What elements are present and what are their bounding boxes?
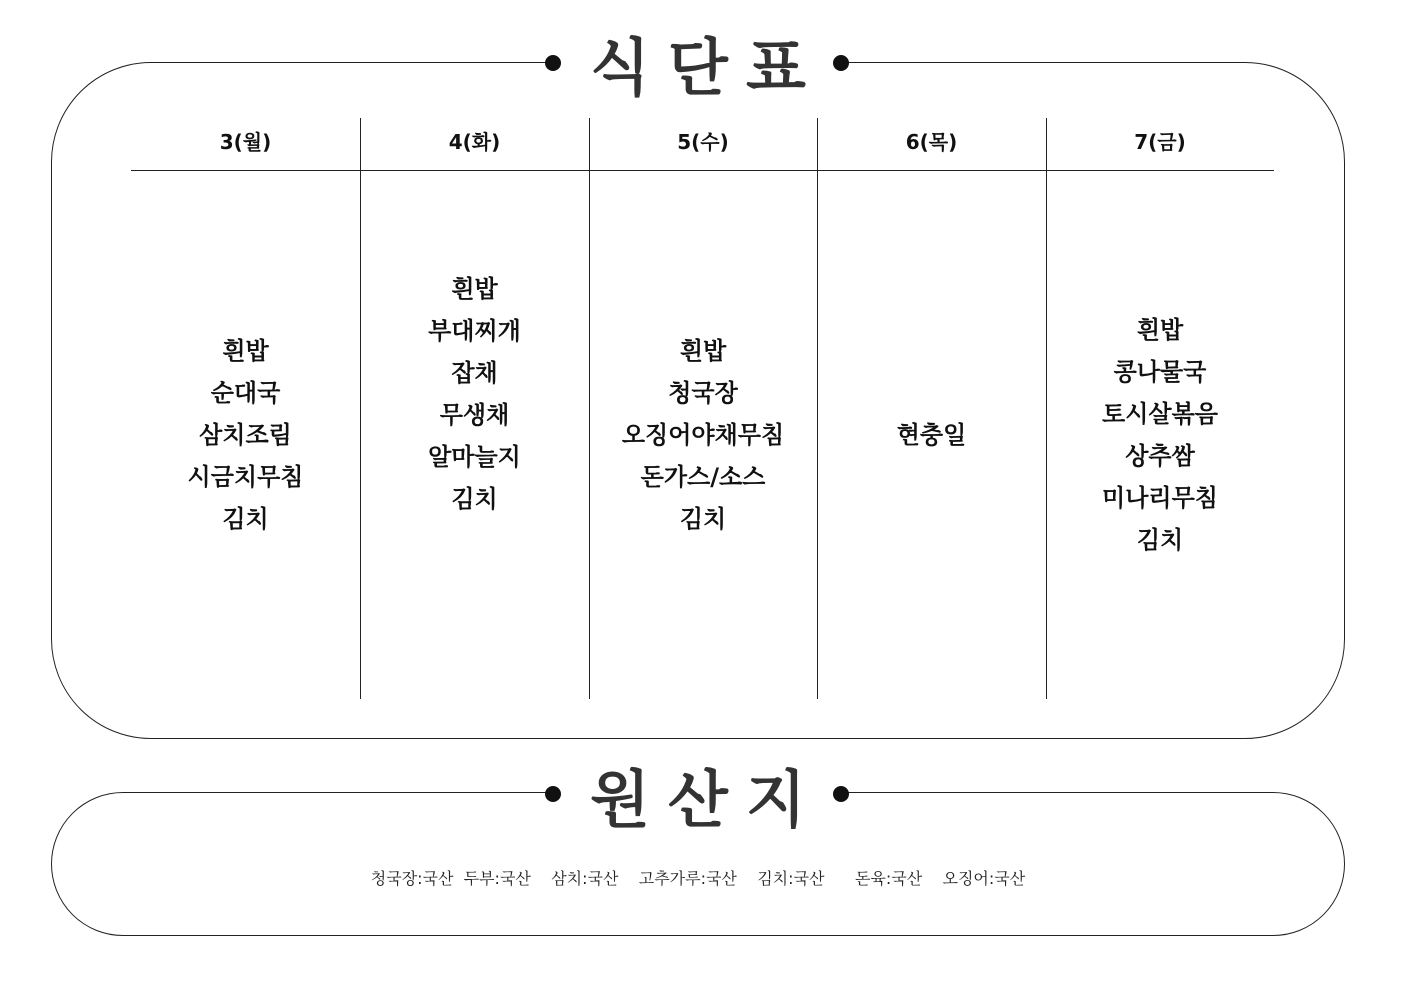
dish-item: 돈가스/소스 — [640, 463, 766, 491]
menu-title-right-dot — [833, 55, 849, 71]
holiday-label: 현충일 — [896, 421, 967, 449]
dish-item: 김치 — [222, 505, 269, 533]
dish-item: 시금치무침 — [187, 463, 304, 491]
day-menu-tue — [360, 130, 589, 658]
dish-item: 순대국 — [210, 379, 281, 407]
dish-item: 흰밥 — [451, 275, 498, 303]
day-menu-thu — [817, 171, 1046, 699]
dish-item: 김치 — [1136, 526, 1184, 554]
dish-item: 삼치조림 — [199, 421, 292, 449]
origin-title-right-dot — [833, 786, 849, 802]
day-menu-wed — [589, 171, 817, 699]
dish-item: 김치 — [679, 505, 727, 533]
day-header-mon: 3(월) — [219, 129, 272, 154]
dish-item: 알마늘지 — [428, 443, 521, 471]
origin-title-left-dot — [545, 786, 561, 802]
menu-title: 식단표 — [590, 30, 824, 104]
dish-item: 흰밥 — [222, 337, 269, 365]
dish-item: 상추쌈 — [1125, 442, 1195, 470]
dish-item: 잡채 — [451, 359, 498, 387]
day-menu-mon — [131, 171, 360, 699]
dish-item: 김치 — [451, 485, 498, 513]
dish-item: 흰밥 — [679, 337, 727, 365]
dish-item: 콩나물국 — [1113, 358, 1207, 386]
day-header-thu: 6(목) — [905, 129, 958, 154]
day-header-wed: 5(수) — [677, 129, 729, 154]
day-header-tue: 4(화) — [448, 129, 501, 154]
menu-title-bar — [548, 22, 848, 102]
day-menu-fri — [1046, 171, 1274, 699]
dish-item: 부대찌개 — [428, 317, 521, 345]
dish-item: 오징어야채무침 — [621, 421, 785, 449]
dish-item: 청국장 — [668, 379, 738, 407]
dish-item: 무생채 — [439, 401, 510, 429]
origin-title-bar — [548, 754, 848, 834]
day-header-fri: 7(금) — [1134, 129, 1186, 154]
menu-title-left-dot — [545, 55, 561, 71]
dish-item: 미나리무침 — [1102, 484, 1218, 512]
origin-title: 원산지 — [590, 762, 824, 836]
origin-list: 청국장:국산 두부:국산 삼치:국산 고추가루:국산 김치:국산 돈육:국산 오징어:국산 — [370, 869, 1026, 888]
dish-item: 흰밥 — [1136, 316, 1184, 344]
dish-item: 토시살볶음 — [1102, 400, 1218, 428]
